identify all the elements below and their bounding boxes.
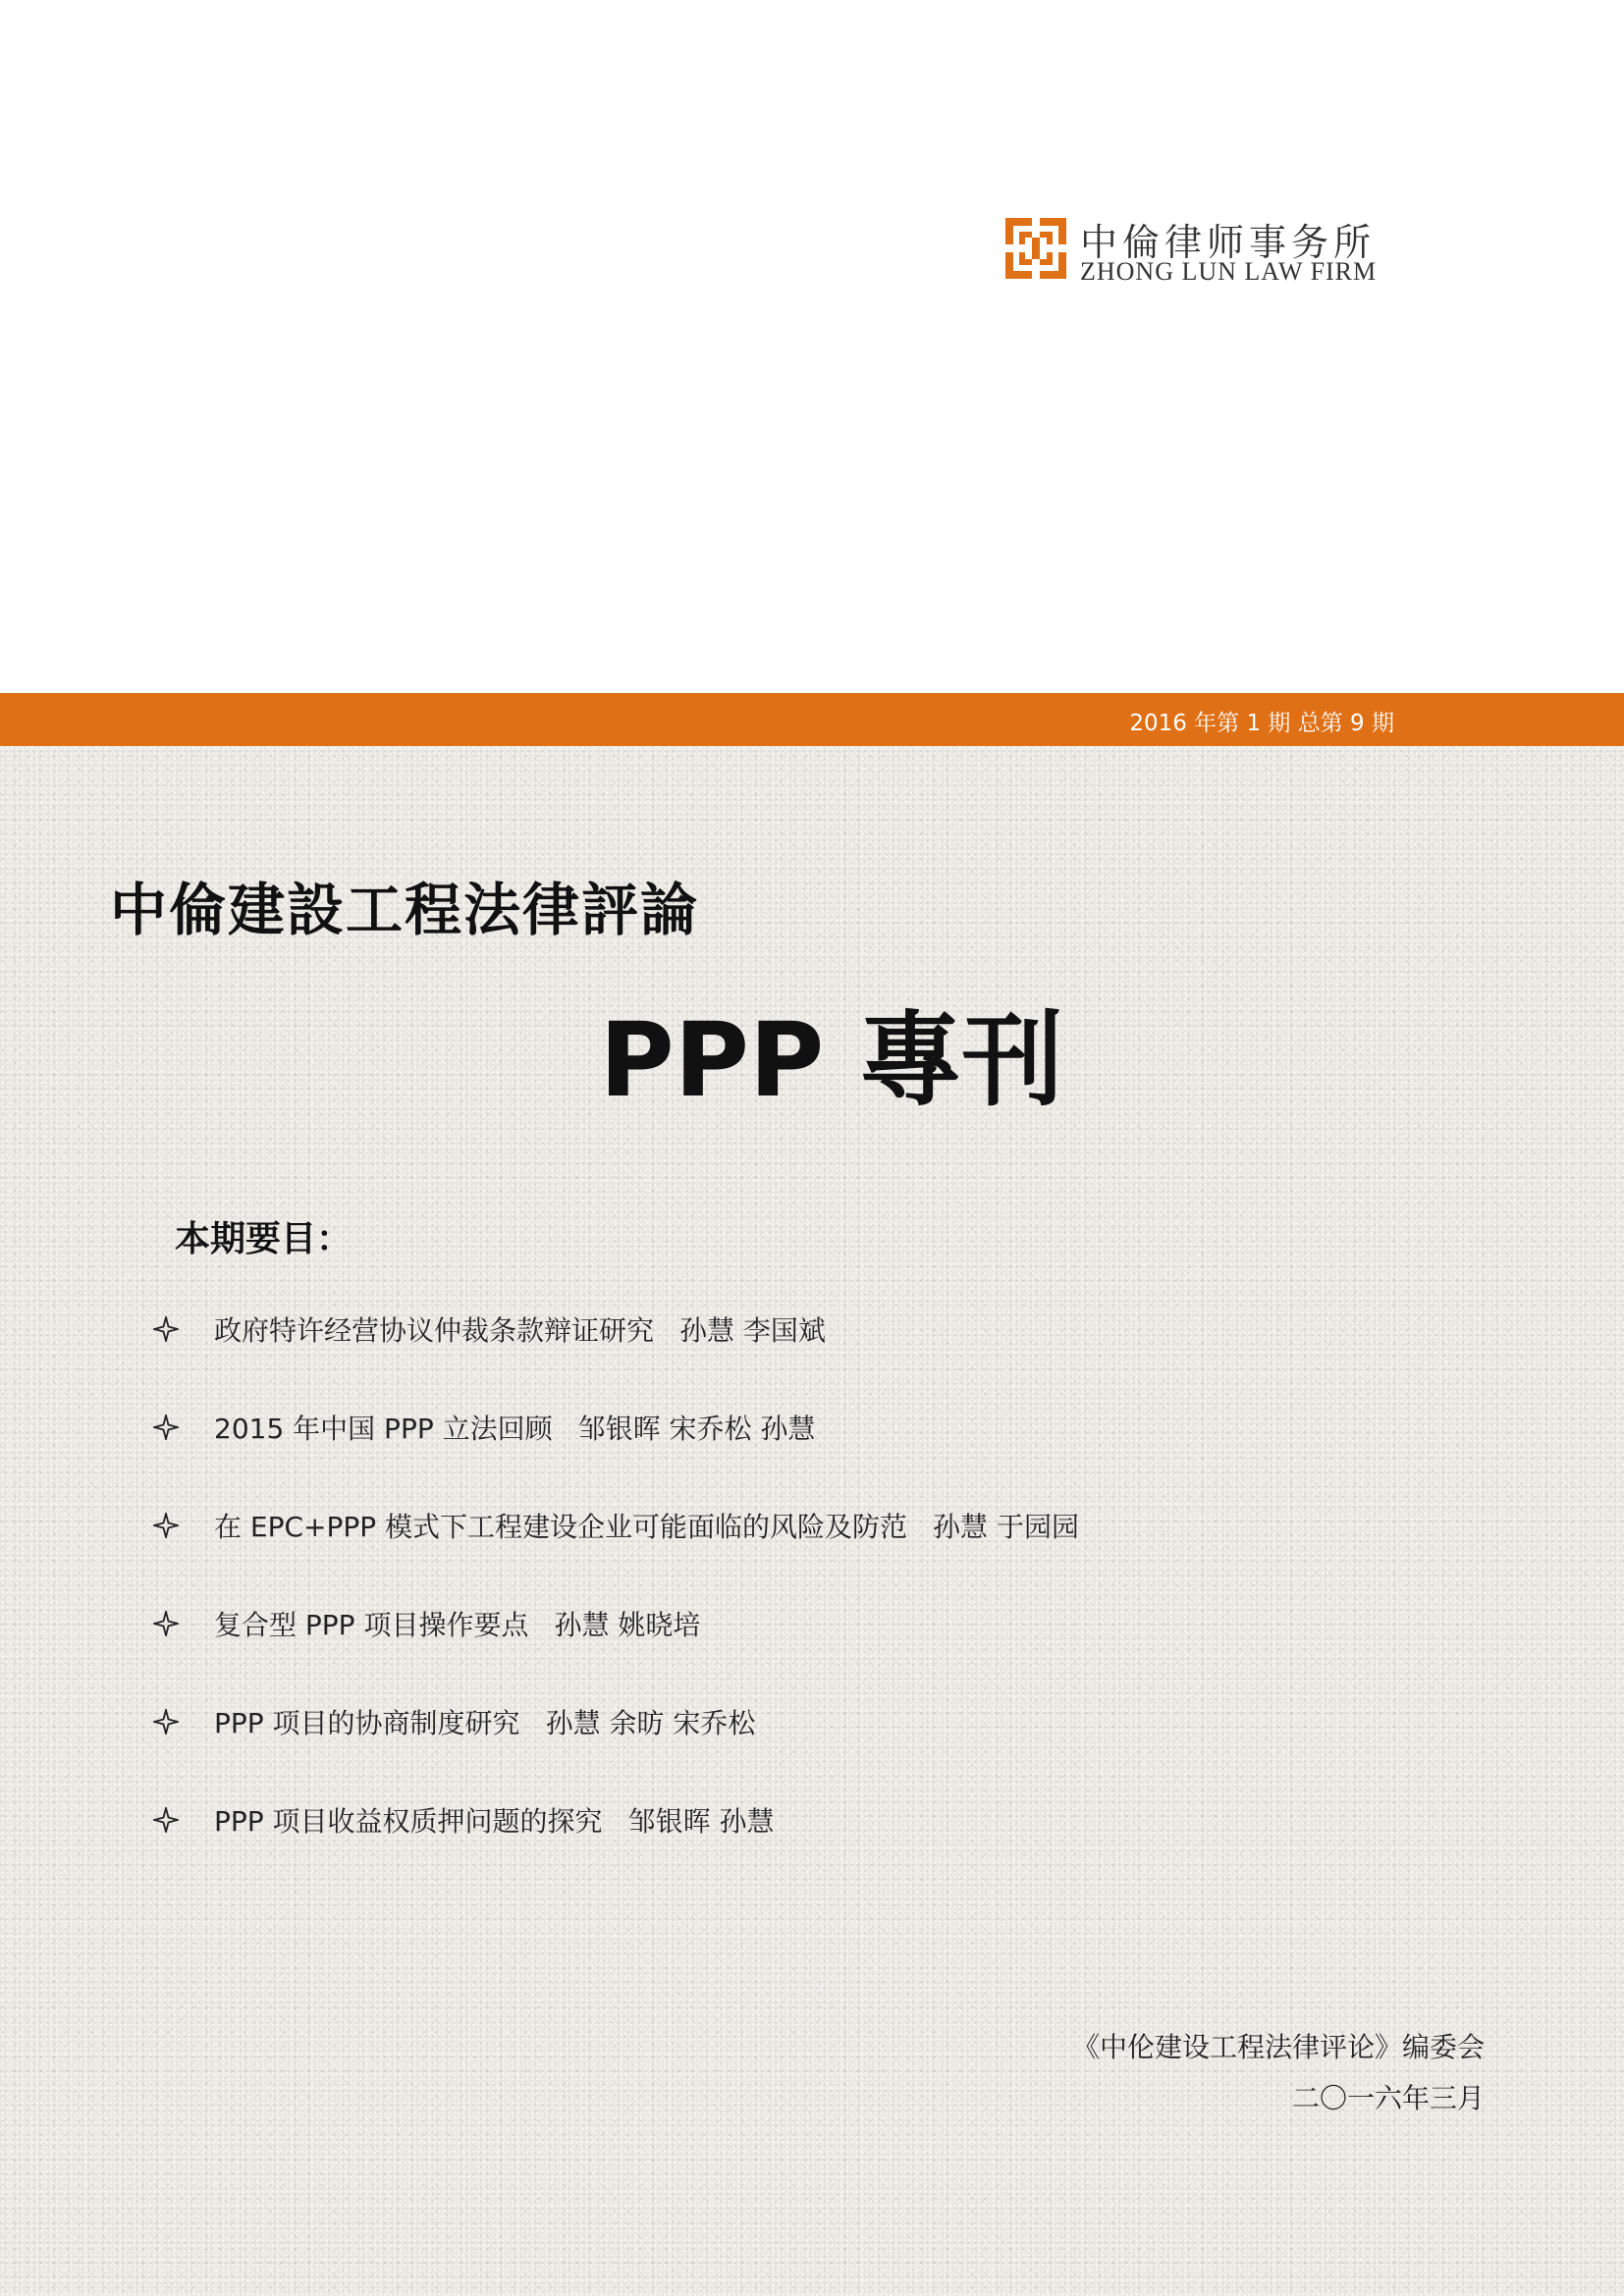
toc-item-authors: 孙慧 余昉 宋乔松 xyxy=(545,1707,756,1739)
cover-top-area xyxy=(0,0,1624,693)
issue-number: 2016 年第 1 期 总第 9 期 xyxy=(1129,711,1394,736)
toc-item xyxy=(153,1708,1430,1806)
firm-logo xyxy=(1005,214,1418,285)
toc-item-title: 2015 年中国 PPP 立法回顾 xyxy=(214,1413,553,1445)
four-point-star-icon xyxy=(153,1611,179,1636)
issue-band xyxy=(0,693,1624,746)
toc-item-title: 复合型 PPP 项目操作要点 xyxy=(214,1609,529,1641)
toc-list xyxy=(153,1315,1430,1904)
toc-item-title: 政府特许经营协议仲裁条款辩证研究 xyxy=(214,1314,655,1347)
toc-item-text xyxy=(214,1506,1079,1545)
toc-item-title: 在 EPC+PPP 模式下工程建设企业可能面临的风险及防范 xyxy=(214,1511,908,1543)
toc-item xyxy=(153,1512,1430,1610)
journal-title: 中倫建設工程法律評論 xyxy=(110,877,700,943)
publication-date: 二〇一六年三月 xyxy=(1291,2082,1485,2114)
toc-item-authors: 邹银晖 宋乔松 孙慧 xyxy=(577,1413,816,1445)
toc-item xyxy=(153,1806,1430,1904)
toc-item-authors: 邹银晖 孙慧 xyxy=(627,1805,775,1838)
toc-item-text xyxy=(214,1309,826,1349)
toc-item-authors: 孙慧 姚晓培 xyxy=(554,1609,701,1641)
toc-item-text xyxy=(214,1604,700,1643)
toc-item-text xyxy=(214,1800,774,1840)
firm-name-en: ZHONG LUN LAW FIRM xyxy=(1080,257,1378,286)
toc-item-text xyxy=(214,1408,815,1447)
four-point-star-icon xyxy=(153,1513,179,1538)
toc-item-title: PPP 项目收益权质押问题的探究 xyxy=(214,1805,603,1838)
toc-item xyxy=(153,1414,1430,1512)
four-point-star-icon xyxy=(153,1807,179,1833)
firm-logo-icon xyxy=(1005,218,1066,279)
toc-item xyxy=(153,1610,1430,1708)
toc-item-text xyxy=(214,1702,755,1741)
editorial-committee: 《中伦建设工程法律评论》编委会 xyxy=(1071,2031,1485,2063)
toc-item-authors: 孙慧 于园园 xyxy=(933,1511,1079,1543)
toc-item-authors: 孙慧 李国斌 xyxy=(679,1314,826,1347)
four-point-star-icon xyxy=(153,1316,179,1342)
four-point-star-icon xyxy=(153,1709,179,1735)
special-issue-title xyxy=(0,978,1624,1125)
special-issue-title-text: PPP 專刊 xyxy=(599,1000,1064,1120)
firm-name-cn: 中倫律师事务所 xyxy=(1080,221,1377,264)
toc-item xyxy=(153,1315,1430,1414)
four-point-star-icon xyxy=(153,1415,179,1440)
toc-heading: 本期要目： xyxy=(175,1219,352,1259)
toc-item-title: PPP 项目的协商制度研究 xyxy=(214,1707,520,1739)
